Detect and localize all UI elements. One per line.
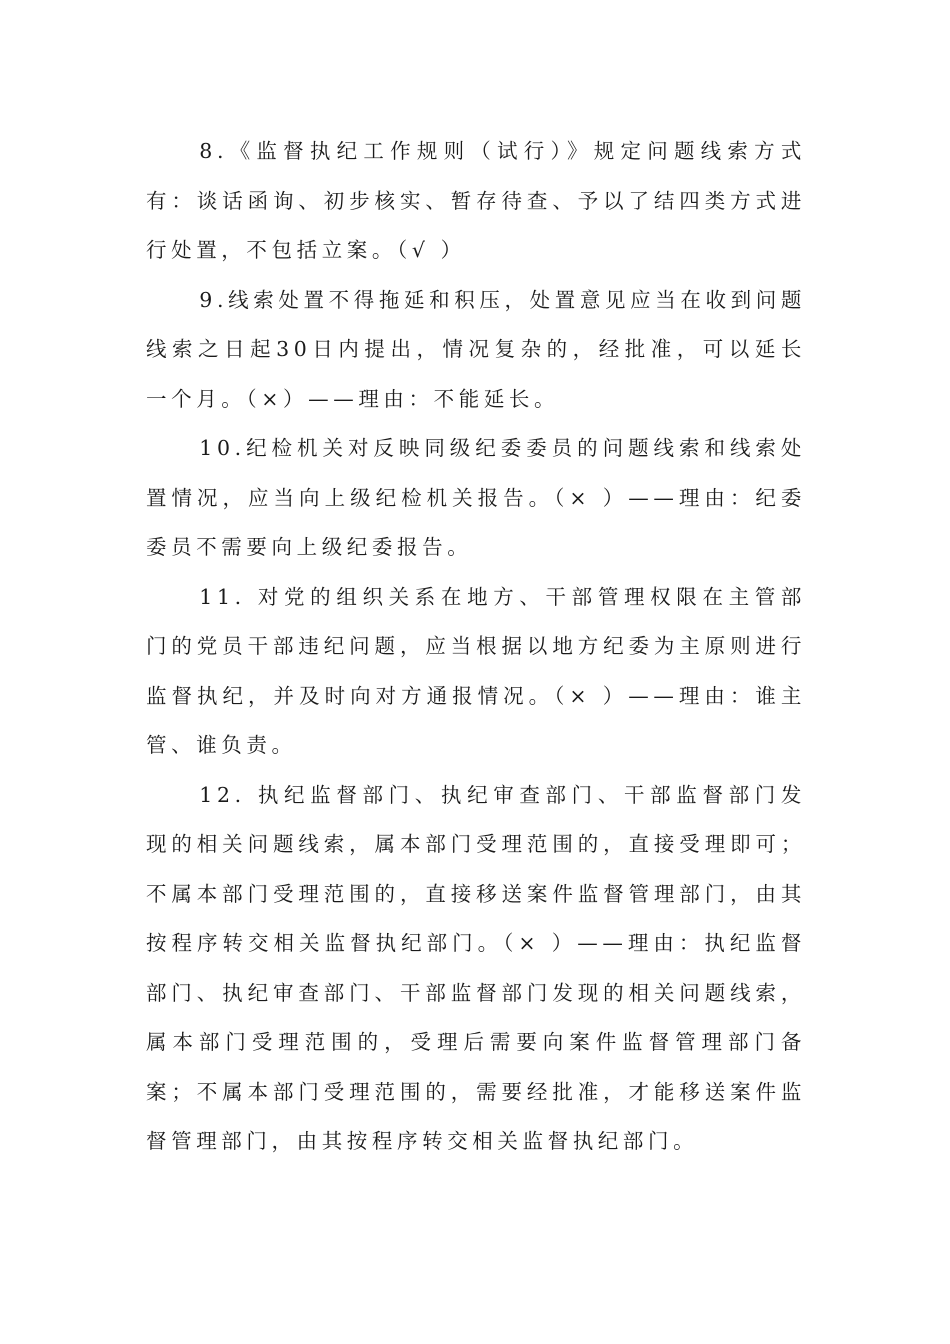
paragraph-item-9: 9.线索处置不得拖延和积压，处置意见应当在收到问题线索之日起30日内提出，情况复杂的，经批准，可以延长一个月。（×）——理由：不能延长。 — [146, 287, 806, 411]
document-body — [146, 127, 806, 1167]
paragraph-item-12: 12. 执纪监督部门、执纪审查部门、干部监督部门发现的相关问题线索，属本部门受理范围的，直接受理即可；不属本部门受理范围的，直接移送案件监督管理部门，由其按程序转交相关监督执纪部门。（× ）——理由：执纪监督部门、执纪审查部门、干部监督部门发现的相关问题线索，属本部门受理范围的，受理后需要向案件监督管理部门备案；不属本部门受理范围的，需要经批准，才能移送案件监督管理部门，由其按程序转交相关监督执纪部门。 — [146, 782, 806, 1153]
paragraph-item-8: 8.《监督执纪工作规则（试行）》规定问题线索方式有：谈话函询、初步核实、暂存待查、予以了结四类方式进行处置，不包括立案。（√ ） — [146, 139, 806, 262]
paragraph-item-11: 11. 对党的组织关系在地方、干部管理权限在主管部门的党员干部违纪问题，应当根据以地方纪委为主原则进行监督执纪，并及时向对方通报情况。（× ）——理由：谁主管、谁负责。 — [146, 584, 806, 757]
paragraph-item-10: 10.纪检机关对反映同级纪委委员的问题线索和线索处置情况，应当向上级纪检机关报告。（× ）——理由：纪委委员不需要向上级纪委报告。 — [146, 436, 806, 559]
